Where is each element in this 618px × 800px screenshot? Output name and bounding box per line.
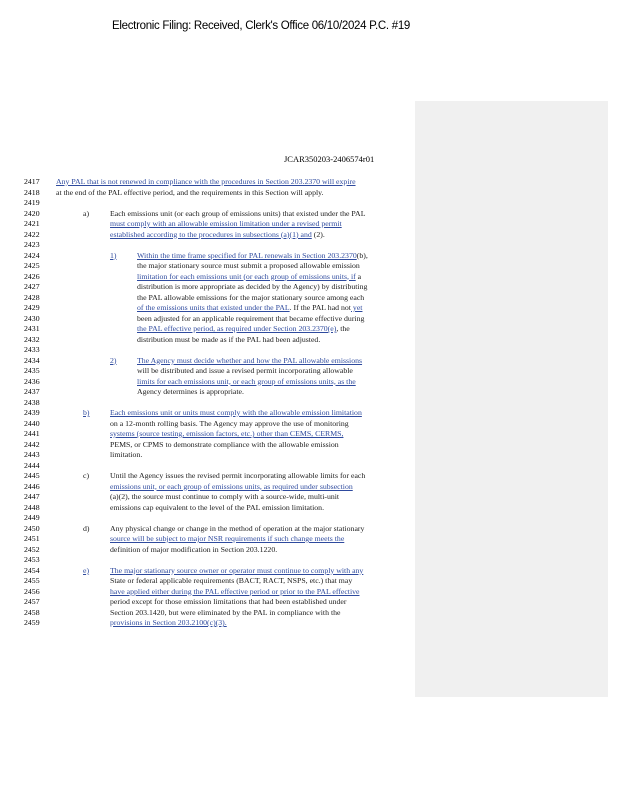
line-number: 2421 [24, 219, 40, 228]
line-number: 2427 [24, 282, 40, 291]
line-text [110, 471, 365, 482]
text-segment: on a 12-month rolling basis. The Agency may approve the use of monitoring [110, 418, 349, 428]
document-line [24, 555, 424, 566]
inserted-text: Any PAL that is not renewed in compliance with the procedures in Section 203.2370 will expire [56, 177, 356, 186]
document-line [24, 303, 424, 314]
line-number: 2439 [24, 408, 40, 417]
line-number: 2452 [24, 544, 40, 554]
line-text [137, 324, 350, 335]
line-text [110, 566, 363, 577]
text-segment: , the [336, 324, 350, 333]
line-text [137, 261, 360, 272]
inserted-text: provisions in Section 203.2100(c)(3). [110, 618, 227, 627]
subsection-marker: 2) [110, 355, 117, 365]
subsection-marker: e) [83, 565, 90, 575]
line-text [137, 314, 364, 325]
filing-stamp: Electronic Filing: Received, Clerk's Office 06/10/2024 P.C. #19 [112, 20, 411, 32]
document-line [24, 566, 424, 577]
text-segment: . If the PAL had not [289, 303, 351, 312]
document-line [24, 282, 424, 293]
document-line [24, 618, 424, 629]
document-line [24, 335, 424, 346]
line-number: 2458 [24, 607, 40, 617]
document-line [24, 188, 424, 199]
document-line [24, 419, 424, 430]
document-id: JCAR350203-2406574r01 [284, 154, 375, 164]
document-line [24, 366, 424, 377]
document-line [24, 440, 424, 451]
text-segment: (2). [311, 229, 325, 239]
line-number: 2420 [24, 208, 40, 218]
text-segment: Section 203.1420, but were eliminated by the PAL in compliance with the [110, 607, 341, 617]
line-number: 2434 [24, 355, 40, 365]
line-number: 2450 [24, 523, 40, 533]
document-line [24, 177, 424, 188]
line-text [56, 177, 356, 188]
document-line [24, 597, 424, 608]
line-number: 2444 [24, 460, 40, 470]
line-text [137, 335, 320, 346]
document-line [24, 198, 424, 209]
document-line [24, 513, 424, 524]
line-number: 2442 [24, 439, 40, 449]
text-segment: distribution must be made as if the PAL had been adjusted. [137, 334, 321, 344]
line-number: 2436 [24, 376, 40, 386]
line-number: 2459 [24, 618, 40, 627]
line-number: 2445 [24, 471, 40, 480]
subsection-marker: d) [83, 523, 90, 533]
line-text [110, 597, 346, 608]
line-number: 2419 [24, 198, 40, 207]
line-number: 2429 [24, 303, 40, 312]
inserted-text: Within the time frame specified for PAL renewals in Section 203.2370 [137, 250, 357, 260]
subsection-marker: c) [83, 471, 90, 480]
document-line [24, 230, 424, 241]
line-number: 2457 [24, 597, 40, 606]
line-number: 2424 [24, 250, 40, 260]
document-line [24, 608, 424, 619]
inserted-text: systems (source testing, emission factors, etc.) other than CEMS, CERMS, [110, 429, 344, 438]
inserted-text: The major stationary source owner or operator must continue to comply with any [110, 565, 364, 575]
line-text [110, 230, 325, 241]
line-text [110, 209, 365, 220]
line-text [110, 492, 339, 503]
line-text [137, 356, 362, 367]
text-segment: at the end of the PAL effective period, and the requirements in this Section will apply. [56, 187, 324, 197]
line-number: 2433 [24, 345, 40, 354]
inserted-text: have applied either during the PAL effective period or prior to the PAL effective [110, 586, 360, 596]
line-text [110, 419, 349, 430]
text-segment: Agency determines is appropriate. [137, 387, 244, 396]
text-segment: Until the Agency issues the revised permit incorporating allowable limits for each [110, 471, 366, 480]
document-line [24, 503, 424, 514]
line-number: 2446 [24, 481, 40, 491]
line-number: 2453 [24, 555, 40, 564]
text-segment: been adjusted for an applicable requirement that became effective during [137, 313, 365, 323]
line-number: 2430 [24, 313, 40, 323]
line-text [110, 534, 344, 545]
line-text [110, 450, 142, 461]
document-line [24, 293, 424, 304]
text-segment: Each emissions unit (or each group of emissions units) that existed under the PAL [110, 208, 366, 218]
inserted-text: limits for each emissions unit, or each group of emissions units, as the [137, 376, 356, 386]
line-number: 2422 [24, 229, 40, 239]
line-text [110, 587, 360, 598]
document-line [24, 587, 424, 598]
text-segment: PEMS, or CPMS to demonstrate compliance with the allowable emission [110, 439, 339, 449]
line-text [110, 482, 353, 493]
comment-margin-panel [415, 101, 608, 697]
document-line [24, 576, 424, 587]
document-line [24, 356, 424, 367]
inserted-text: Each emissions unit or units must comply with the allowable emission limitation [110, 408, 362, 417]
inserted-text: emissions unit, or each group of emissions units, as required under subsection [110, 481, 353, 491]
text-segment: definition of major modification in Section 203.1220. [110, 544, 278, 554]
document-line [24, 545, 424, 556]
subsection-marker: b) [83, 408, 90, 417]
inserted-text: source will be subject to major NSR requirements if such change meets the [110, 534, 345, 543]
document-line [24, 398, 424, 409]
document-line [24, 377, 424, 388]
document-line [24, 345, 424, 356]
document-line [24, 219, 424, 230]
inserted-text: limitation for each emissions unit (or each group of emissions units, if [137, 271, 356, 281]
line-number: 2417 [24, 177, 40, 186]
text-segment: Any physical change or change in the method of operation at the major stationary [110, 523, 365, 533]
line-number: 2441 [24, 429, 40, 438]
document-line [24, 461, 424, 472]
line-number: 2423 [24, 240, 40, 249]
inserted-text: yet [350, 303, 363, 312]
inserted-text: established according to the procedures in subsections (a)(1) and [110, 229, 312, 239]
line-number: 2454 [24, 565, 40, 575]
line-text [110, 219, 342, 230]
document-line [24, 524, 424, 535]
document-line [24, 492, 424, 503]
line-text [137, 377, 356, 388]
text-segment: State or federal applicable requirements (BACT, RACT, NSPS, etc.) that may [110, 576, 353, 585]
line-text [137, 272, 361, 283]
document-line [24, 482, 424, 493]
subsection-marker: 1) [110, 250, 117, 260]
line-text [110, 524, 364, 535]
inserted-text: must comply with an allowable emission limitation under a revised permit [110, 219, 342, 228]
document-line [24, 272, 424, 283]
document-line [24, 471, 424, 482]
inserted-text: The Agency must decide whether and how the PAL allowable emissions [137, 355, 363, 365]
document-line [24, 324, 424, 335]
text-segment: period except for those emission limitations that had been established under [110, 597, 347, 606]
line-number: 2448 [24, 502, 40, 512]
text-segment: (b), [356, 250, 368, 260]
line-number: 2451 [24, 534, 40, 543]
inserted-text: of the emissions units that existed under the PAL [137, 303, 290, 312]
document-line [24, 534, 424, 545]
line-text [56, 188, 323, 199]
line-number: 2455 [24, 576, 40, 585]
line-number: 2447 [24, 492, 40, 501]
line-text [110, 503, 324, 514]
document-line [24, 251, 424, 262]
document-line [24, 408, 424, 419]
document-line [24, 387, 424, 398]
line-number: 2425 [24, 261, 40, 270]
document-body [24, 177, 424, 629]
line-text [137, 366, 353, 377]
text-segment: a [355, 271, 362, 281]
subsection-marker: a) [83, 208, 90, 218]
document-line [24, 240, 424, 251]
line-text [137, 282, 367, 293]
line-number: 2418 [24, 187, 40, 197]
line-text [137, 293, 364, 304]
line-number: 2428 [24, 292, 40, 302]
line-text [110, 408, 362, 419]
line-number: 2432 [24, 334, 40, 344]
line-text [110, 576, 352, 587]
document-line [24, 261, 424, 272]
line-number: 2431 [24, 324, 40, 333]
text-segment: the major stationary source must submit a proposed allowable emission [137, 261, 360, 270]
line-number: 2438 [24, 397, 40, 407]
text-segment: will be distributed and issue a revised permit incorporating allowable [137, 366, 353, 375]
document-line [24, 209, 424, 220]
text-segment: the PAL allowable emissions for the major stationary source among each [137, 292, 365, 302]
line-text [110, 608, 340, 619]
line-number: 2449 [24, 513, 40, 522]
line-text [137, 251, 368, 262]
inserted-text: the PAL effective period, as required under Section 203.2370(e) [137, 324, 337, 333]
line-number: 2440 [24, 418, 40, 428]
text-segment: (a)(2), the source must continue to comply with a source-wide, multi-unit [110, 492, 340, 501]
line-number: 2437 [24, 387, 40, 396]
line-text [110, 429, 343, 440]
document-line [24, 314, 424, 325]
line-text [110, 618, 227, 629]
line-number: 2443 [24, 450, 40, 459]
text-segment: limitation. [110, 450, 143, 459]
text-segment: distribution is more appropriate as decided by the Agency) by distributing [137, 282, 368, 291]
line-number: 2426 [24, 271, 40, 281]
line-number: 2456 [24, 586, 40, 596]
line-number: 2435 [24, 366, 40, 375]
line-text [110, 545, 277, 556]
line-text [137, 387, 244, 398]
line-text [110, 440, 339, 451]
document-line [24, 429, 424, 440]
text-segment: emissions cap equivalent to the level of the PAL emission limitation. [110, 502, 325, 512]
line-text [137, 303, 362, 314]
document-line [24, 450, 424, 461]
